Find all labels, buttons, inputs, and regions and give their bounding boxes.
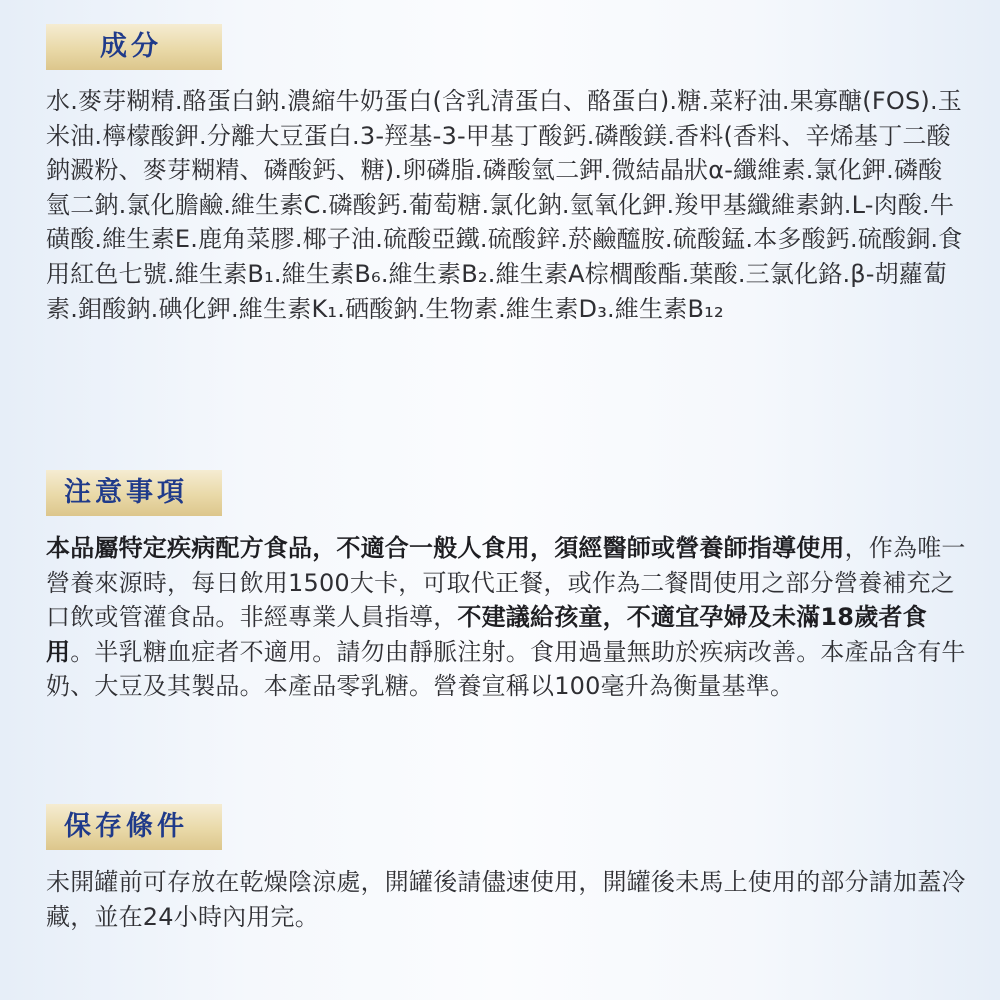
storage-section xyxy=(46,804,966,934)
notice-bold-warning: 本品屬特定疾病配方食品，不適合一般人食用，須經醫師或營養師指導使用 xyxy=(46,534,845,562)
notice-bold-restriction: 不建議給孩童，不適宜孕婦及未滿18歲者食用 xyxy=(46,603,927,666)
notice-other-text: 。半乳糖血症者不適用。請勿由靜脈注射。食用過量無助於疾病改善。本產品含有牛奶、大豆及其製品。本產品零乳糖。營養宣稱以100毫升為衡量基準。 xyxy=(46,637,966,701)
storage-heading: 保存條件 xyxy=(46,804,222,850)
notice-text xyxy=(46,531,966,704)
notice-heading: 注意事項 xyxy=(46,470,222,516)
ingredients-section xyxy=(46,24,966,326)
notice-section xyxy=(46,470,966,704)
storage-text: 未開罐前可存放在乾燥陰涼處，開罐後請儘速使用，開罐後未馬上使用的部分請加蓋冷藏，並在24小時內用完。 xyxy=(46,868,966,931)
ingredients-heading: 成分 xyxy=(46,24,222,70)
notice-usage-text: ，作為唯一營養來源時，每日飲用1500大卡，可取代正餐，或作為二餐間使用之部分營養補充之口飲或管灌食品。非經專業人員指導， xyxy=(46,534,966,632)
ingredients-text: 水.麥芽糊精.酪蛋白鈉.濃縮牛奶蛋白(含乳清蛋白、酪蛋白).糖.菜籽油.果寡醣(FOS).玉米油.檸檬酸鉀.分離大豆蛋白.3-羥基-3-甲基丁酸鈣.磷酸鎂.香料(香料、辛烯基丁二酸鈉澱粉、麥芽糊精、磷酸鈣、糖).卵磷脂.磷酸氫二鉀.微結晶狀α-纖維素.氯化鉀.磷酸氫二鈉.氯化膽鹼.維生素C.磷酸鈣.葡萄糖.氯化鈉.氫氧化鉀.羧甲基纖維素鈉.L-肉酸.牛磺酸.維生素E.鹿角菜膠.椰子油.硫酸亞鐵.硫酸鋅.菸鹼醯胺.硫酸錳.本多酸鈣.硫酸銅.食用紅色七號.維生素B₁.維生素B₆.維生素B₂.維生素A棕櫚酸酯.葉酸.三氯化鉻.β-胡蘿蔔素.鉬酸鈉.碘化鉀.維生素K₁.硒酸鈉.生物素.維生素D₃.維生素B₁₂ xyxy=(46,87,963,323)
